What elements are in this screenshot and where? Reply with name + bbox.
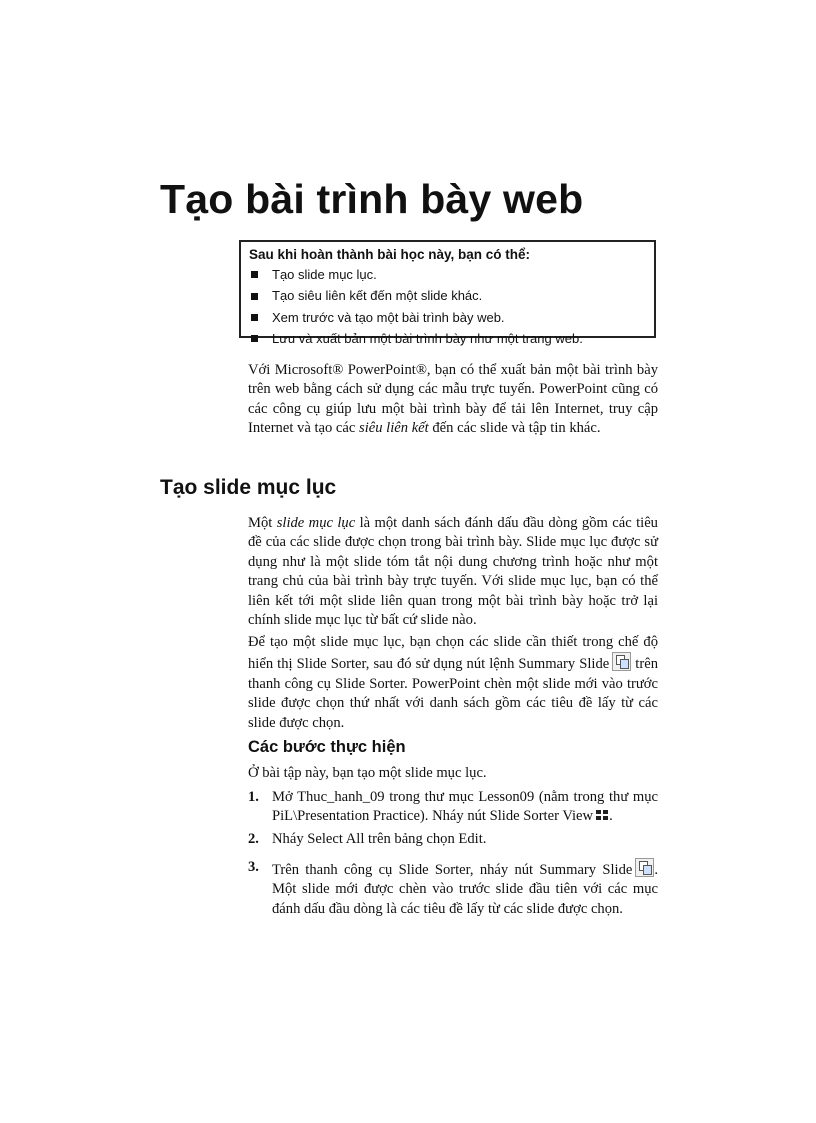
step-item	[248, 830, 658, 849]
summary-slide-icon	[612, 652, 631, 671]
step-number: 2.	[248, 831, 259, 847]
body-paragraph: Để tạo một slide mục lục, bạn chọn các slide cần thiết trong chế độ hiển thị Slide Sorter, sau đó sử dụng nút lệnh Summary Slide trên thanh công cụ Slide Sorter. PowerPoint chèn một slide mới vào trước slide được chọn thứ nhất với danh sách gồm các tiêu đề lấy từ các slide được chọn.	[248, 634, 658, 731]
step-item	[248, 858, 658, 919]
square-bullet-icon	[251, 293, 258, 300]
intro-paragraph: Với Microsoft® PowerPoint®, bạn có thể xuất bản một bài trình bày trên web bằng cách sử dụng các mẫu trực tuyến. PowerPoint cũng có các công cụ giúp lưu một bài trình bày để tải lên Internet, truy cập Internet và tạo các siêu liên kết đến các slide và tập tin khác.	[248, 362, 658, 437]
summary-slide-term: slide mục lục	[276, 515, 356, 531]
slide-sorter-view-icon	[596, 810, 609, 821]
step-text: Mở Thuc_hanh_09 trong thư mục Lesson09 (nằm trong thư mục PiL\Presentation Practice). Nháy nút Slide Sorter View .	[272, 789, 658, 825]
square-bullet-icon	[251, 271, 258, 278]
objective-item: Tạo slide mục lục.	[249, 264, 646, 285]
steps-heading: Các bước thực hiện	[248, 738, 406, 756]
step-number: 1.	[248, 789, 259, 805]
step-text: Nháy Select All trên bảng chọn Edit.	[272, 831, 487, 847]
section-heading: Tạo slide mục lục	[160, 476, 337, 499]
objective-item: Tạo siêu liên kết đến một slide khác.	[249, 285, 646, 306]
square-bullet-icon	[251, 314, 258, 321]
square-bullet-icon	[251, 335, 258, 342]
steps-intro: Ở bài tập này, bạn tạo một slide mục lục.	[248, 765, 487, 781]
step-text: Trên thanh công cụ Slide Sorter, nháy nút Summary Slide . Một slide mới được chèn vào trước slide đầu tiên với các mục đánh dấu đầu dòng là các tiêu đề lấy từ các slide được chọn.	[272, 858, 658, 919]
objective-item: Xem trước và tạo một bài trình bày web.	[249, 307, 646, 328]
step-number: 3.	[248, 859, 259, 875]
step-item	[248, 788, 658, 827]
body-paragraph: Một slide mục lục là một danh sách đánh dấu đầu dòng gồm các tiêu đề của các slide được chọn trong bài trình bày. Slide mục lục được sử dụng như là một slide tóm tắt nội dung chương trình hoặc như một trang chủ của bài trình bày trực tuyến. Với slide mục lục, bạn có thể liên kết tới một slide liên quan trong một bài trình bày hoặc trở lại chính slide mục lục từ bất cứ slide nào.	[248, 515, 658, 629]
objective-item: Lưu và xuất bản một bài trình bày như một trang web.	[249, 328, 646, 349]
summary-slide-icon	[635, 858, 654, 877]
hyperlink-term: siêu liên kết	[359, 420, 429, 437]
objectives-box	[239, 240, 656, 347]
objectives-heading: Sau khi hoàn thành bài học này, bạn có thể:	[249, 247, 531, 262]
page-title: Tạo bài trình bày web	[160, 176, 584, 222]
